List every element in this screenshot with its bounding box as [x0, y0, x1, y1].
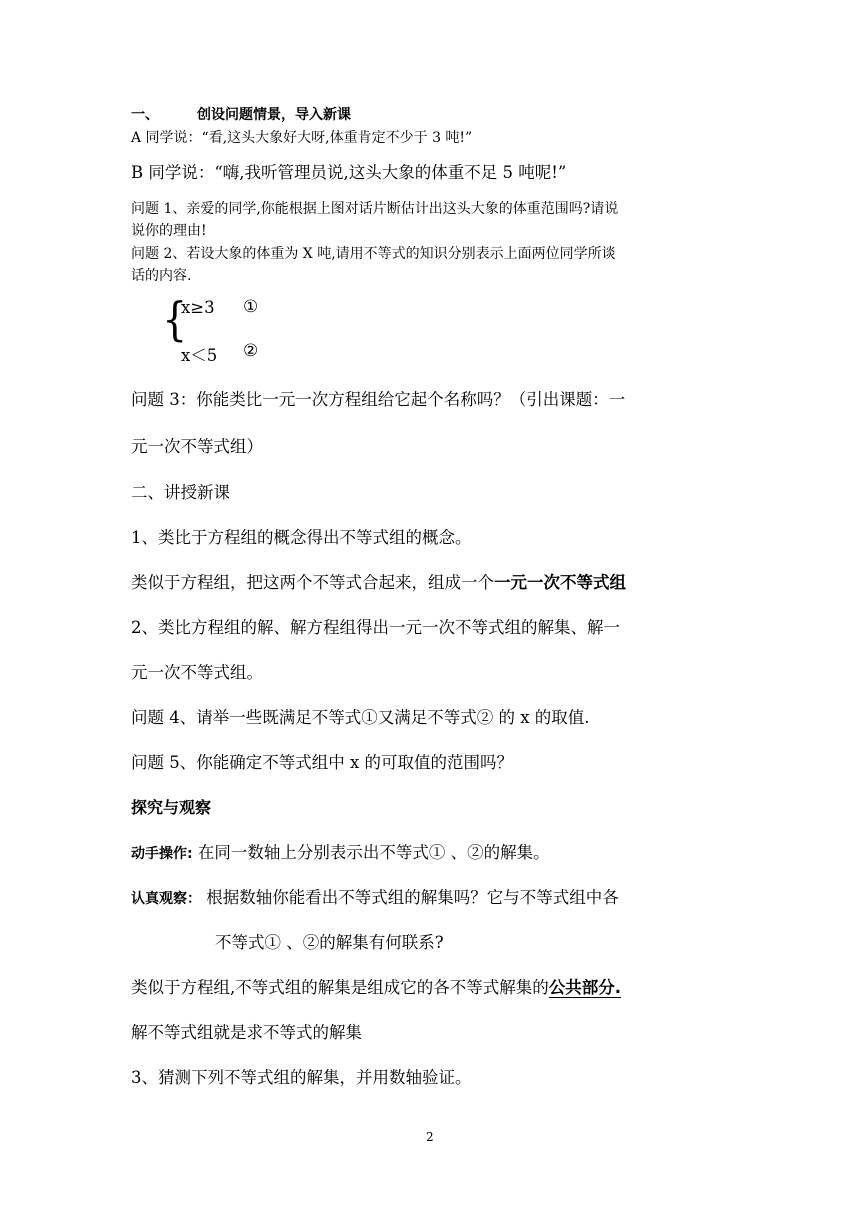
page-number: 2: [426, 1130, 434, 1144]
observe-line: [131, 884, 619, 908]
q4: 问题 4、请举一些既满足不等式①又满足不等式② 的 x 的取值.: [131, 708, 590, 727]
inequality-1-mark: ①: [243, 297, 259, 317]
definition-prefix: 类似于方程组，把这两个不等式合起来，组成一个: [131, 573, 494, 592]
inequality-2-mark: ②: [243, 341, 259, 361]
q3-line2: 元一次不等式组）: [131, 437, 263, 456]
item2-line1: 2、类比方程组的解、解方程组得出一元一次不等式组的解集、解一: [131, 618, 620, 637]
conclusion-prefix: 类似于方程组,不等式组的解集是组成它的各不等式解集的: [131, 978, 549, 997]
item1-definition: [131, 569, 626, 593]
section2-heading: 二、讲授新课: [131, 483, 230, 502]
observe-label: 认真观察：: [131, 891, 201, 907]
q2-line1: 问题 2、若设大象的体重为 X 吨,请用不等式的知识分别表示上面两位同学所谈: [131, 246, 616, 262]
conclusion-line2: 解不等式组就是求不等式的解集: [131, 1023, 362, 1042]
section1-heading: [131, 104, 351, 124]
inequality-1: x≥3: [181, 298, 215, 317]
item2-line2: 元一次不等式组。: [131, 663, 263, 682]
system-brace: {: [162, 292, 188, 346]
section1-title: 创设问题情景，导入新课: [197, 107, 351, 123]
dialogue-b: B 同学说：“嗨,我听管理员说,这头大象的体重不足 5 吨呢!”: [131, 163, 567, 182]
q2-line2: 话的内容.: [131, 268, 192, 284]
hands-on-label: 动手操作:: [131, 846, 193, 862]
conclusion-line1: [131, 974, 621, 998]
explore-heading: 探究与观察: [131, 798, 212, 817]
common-part-term: 公共部分.: [548, 978, 622, 997]
item3: 3、猜测下列不等式组的解集，并用数轴验证。: [131, 1068, 472, 1087]
definition-term: 一元一次不等式组: [494, 573, 626, 592]
hands-on-text: 在同一数轴上分别表示出不等式① 、②的解集。: [192, 843, 550, 862]
q1-line1: 问题 1、亲爱的同学,你能根据上图对话片断估计出这头大象的体重范围吗?请说: [131, 201, 619, 217]
q3-line1: 问题 3：你能类比一元一次方程组给它起个名称吗？（引出课题：一: [131, 390, 626, 409]
observe-line2: 不等式① 、②的解集有何联系?: [215, 933, 444, 952]
q1-line2: 说你的理由!: [131, 223, 207, 239]
inequality-2: x＜5: [181, 346, 218, 365]
section1-number: 一、: [131, 107, 159, 123]
observe-text: 根据数轴你能看出不等式组的解集吗？它与不等式组中各: [201, 888, 619, 907]
item1-text: 1、类比于方程组的概念得出不等式组的概念。: [131, 528, 472, 547]
hands-on-line: [131, 839, 550, 863]
q5: 问题 5、你能确定不等式组中 x 的可取值的范围吗？: [131, 753, 514, 772]
dialogue-a: A 同学说：“看,这头大象好大呀,体重肯定不少于 3 吨!”: [131, 130, 473, 146]
